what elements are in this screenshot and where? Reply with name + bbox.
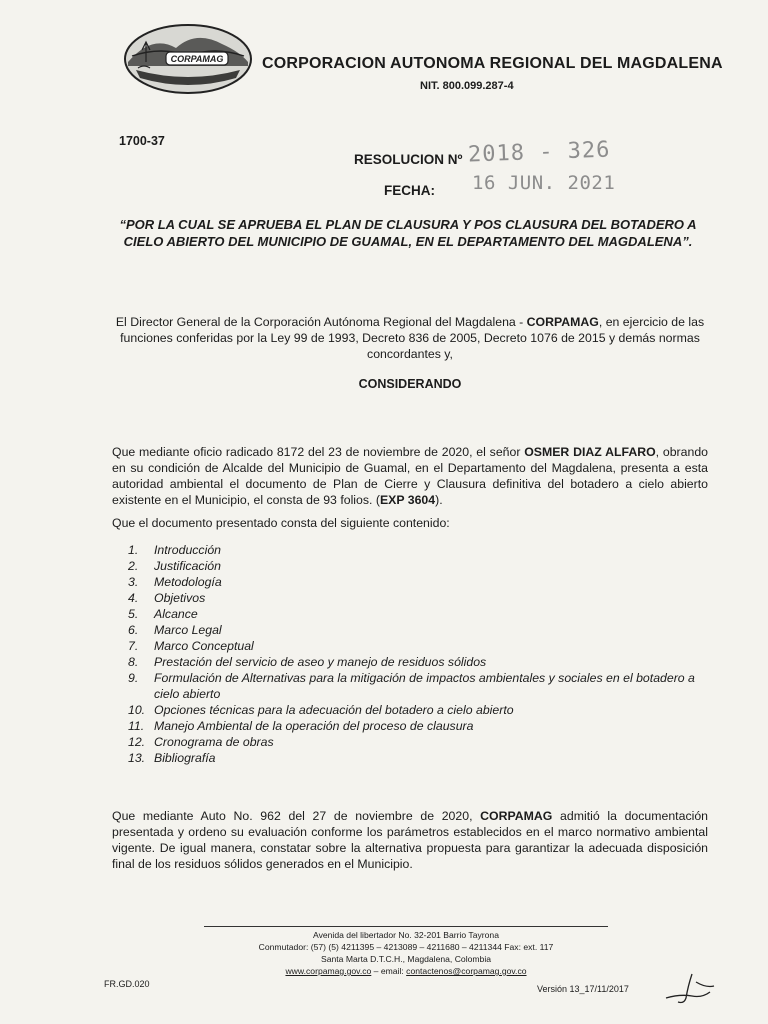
list-item (128, 574, 708, 590)
footer-email-link[interactable]: contactenos@corpamag.gov.co (406, 966, 527, 976)
resolucion-label: RESOLUCION Nº (354, 152, 463, 167)
p1-text-c: ). (435, 493, 443, 507)
list-item-number: 5. (128, 607, 139, 621)
form-code: FR.GD.020 (104, 979, 150, 989)
considerando-heading: CONSIDERANDO (358, 377, 462, 391)
p1-text-b: , obrando en su condición de Alcalde del Municipio de Guamal, en el Departamento del Magdalena, presenta a esta autoridad ambiental el documento de Plan de Cierre y Clausura definitiva del botadero a cielo abierto existente en el Municipio, el consta de 93 folios. ( (112, 445, 709, 507)
list-item-number: 13. (128, 751, 146, 765)
footer-web-email (204, 965, 608, 977)
corpamag-logo-icon (122, 22, 254, 96)
p3-bold-org: CORPAMAG (480, 809, 553, 823)
list-item-number: 7. (128, 639, 139, 653)
list-item (128, 622, 708, 638)
list-item (128, 750, 708, 766)
list-item (128, 590, 708, 606)
paragraph-contenido: Que el documento presentado consta del siguiente contenido: (112, 516, 450, 530)
p3-text-a: Que mediante Auto No. 962 del 27 de noviembre de 2020, (112, 809, 481, 823)
p1-expediente: EXP 3604 (379, 493, 436, 507)
list-item (128, 702, 708, 718)
svg-text:CORPAMAG: CORPAMAG (170, 54, 224, 64)
document-code: 1700-37 (119, 134, 165, 148)
list-item-text: Bibliografía (154, 751, 216, 765)
list-item (128, 670, 708, 702)
list-item-text: Prestación del servicio de aseo y manejo de residuos sólidos (154, 655, 487, 669)
footer-city: Santa Marta D.T.C.H., Magdalena, Colombia (320, 954, 492, 964)
intro-bold-org: CORPAMAG (526, 315, 599, 329)
intro-text-1: El Director General de la Corporación Autónoma Regional del Magdalena - (115, 315, 527, 329)
list-item-number: 4. (128, 591, 139, 605)
list-item (128, 718, 708, 734)
p1-person-name: OSMER DIAZ ALFARO (524, 445, 656, 459)
list-item-text: Metodología (154, 575, 222, 589)
list-item-text: Alcance (154, 607, 198, 621)
version-label: Versión 13_17/11/2017 (537, 984, 629, 994)
list-item-text: Cronograma de obras (154, 735, 274, 749)
list-item (128, 606, 708, 622)
p1-text-a: Que mediante oficio radicado 8172 del 23 de noviembre de 2020, el señor (112, 445, 525, 459)
resolucion-number-stamp: 2018 - 326 (467, 137, 611, 168)
list-item (128, 734, 708, 750)
fecha-date-stamp: 16 JUN. 2021 (472, 172, 616, 194)
list-item-text: Justificación (154, 559, 221, 573)
list-item-text: Manejo Ambiental de la operación del proceso de clausura (154, 719, 474, 733)
footer-divider (204, 926, 608, 927)
list-item-text: Marco Legal (154, 623, 222, 637)
list-item-number: 1. (128, 543, 139, 557)
footer-website-link[interactable]: www.corpamag.gov.co (285, 966, 372, 976)
list-item (128, 558, 708, 574)
list-item-number: 9. (128, 671, 139, 685)
list-item-text: Formulación de Alternativas para la mitigación de impactos ambientales y sociales en el botadero a cielo abierto (154, 671, 695, 701)
footer-address: Avenida del libertador No. 32-201 Barrio Tayrona (313, 930, 499, 940)
intro-paragraph (112, 314, 708, 362)
fecha-label: FECHA: (384, 183, 435, 198)
list-item (128, 654, 708, 670)
organization-name: CORPORACION AUTONOMA REGIONAL DEL MAGDALENA (262, 55, 723, 72)
paragraph-oficio (112, 444, 708, 508)
footer-email-label: – email: (371, 966, 407, 976)
list-item-number: 3. (128, 575, 139, 589)
list-item-number: 6. (128, 623, 139, 637)
list-item-number: 11. (128, 719, 145, 733)
list-item-number: 10. (128, 703, 146, 717)
intro-text-2: , en ejercicio de las funciones conferidas por la Ley 99 de 1993, Decreto 836 de 2005, Decreto 1076 de 2015 y demás normas concordantes y, (120, 315, 705, 361)
list-item (128, 542, 708, 558)
resolution-title: “POR LA CUAL SE APRUEBA EL PLAN DE CLAUSURA Y POS CLAUSURA DEL BOTADERO A CIELO ABIERTO DEL MUNICIPIO DE GUAMAL, EN EL DEPARTAMENTO DEL MAGDALENA”. (119, 217, 697, 249)
list-item-number: 2. (128, 559, 139, 573)
organization-nit: NIT. 800.099.287-4 (420, 80, 514, 92)
list-item (128, 638, 708, 654)
list-item-text: Objetivos (154, 591, 206, 605)
paragraph-auto (112, 808, 708, 872)
list-item-number: 8. (128, 655, 139, 669)
list-item-number: 12. (128, 735, 146, 749)
list-item-text: Marco Conceptual (154, 639, 254, 653)
list-item-text: Opciones técnicas para la adecuación del botadero a cielo abierto (154, 703, 514, 717)
contents-list (128, 542, 708, 766)
footer-phones: Conmutador: (57) (5) 4211395 – 4213089 – 4211680 – 4211344 Fax: ext. 117 (258, 942, 554, 952)
footer-contact (204, 929, 608, 977)
signature-icon (662, 968, 718, 1008)
list-item-text: Introducción (154, 543, 221, 557)
p3-text-b: admitió la documentación presentada y ordeno su evaluación conforme los parámetros establecidos en el marco normativo ambiental vigente. De igual manera, constatar sobre la alternativa propuesta para garantizar la adecuada disposición final de los residuos sólidos generados en el Municipio. (112, 809, 708, 871)
